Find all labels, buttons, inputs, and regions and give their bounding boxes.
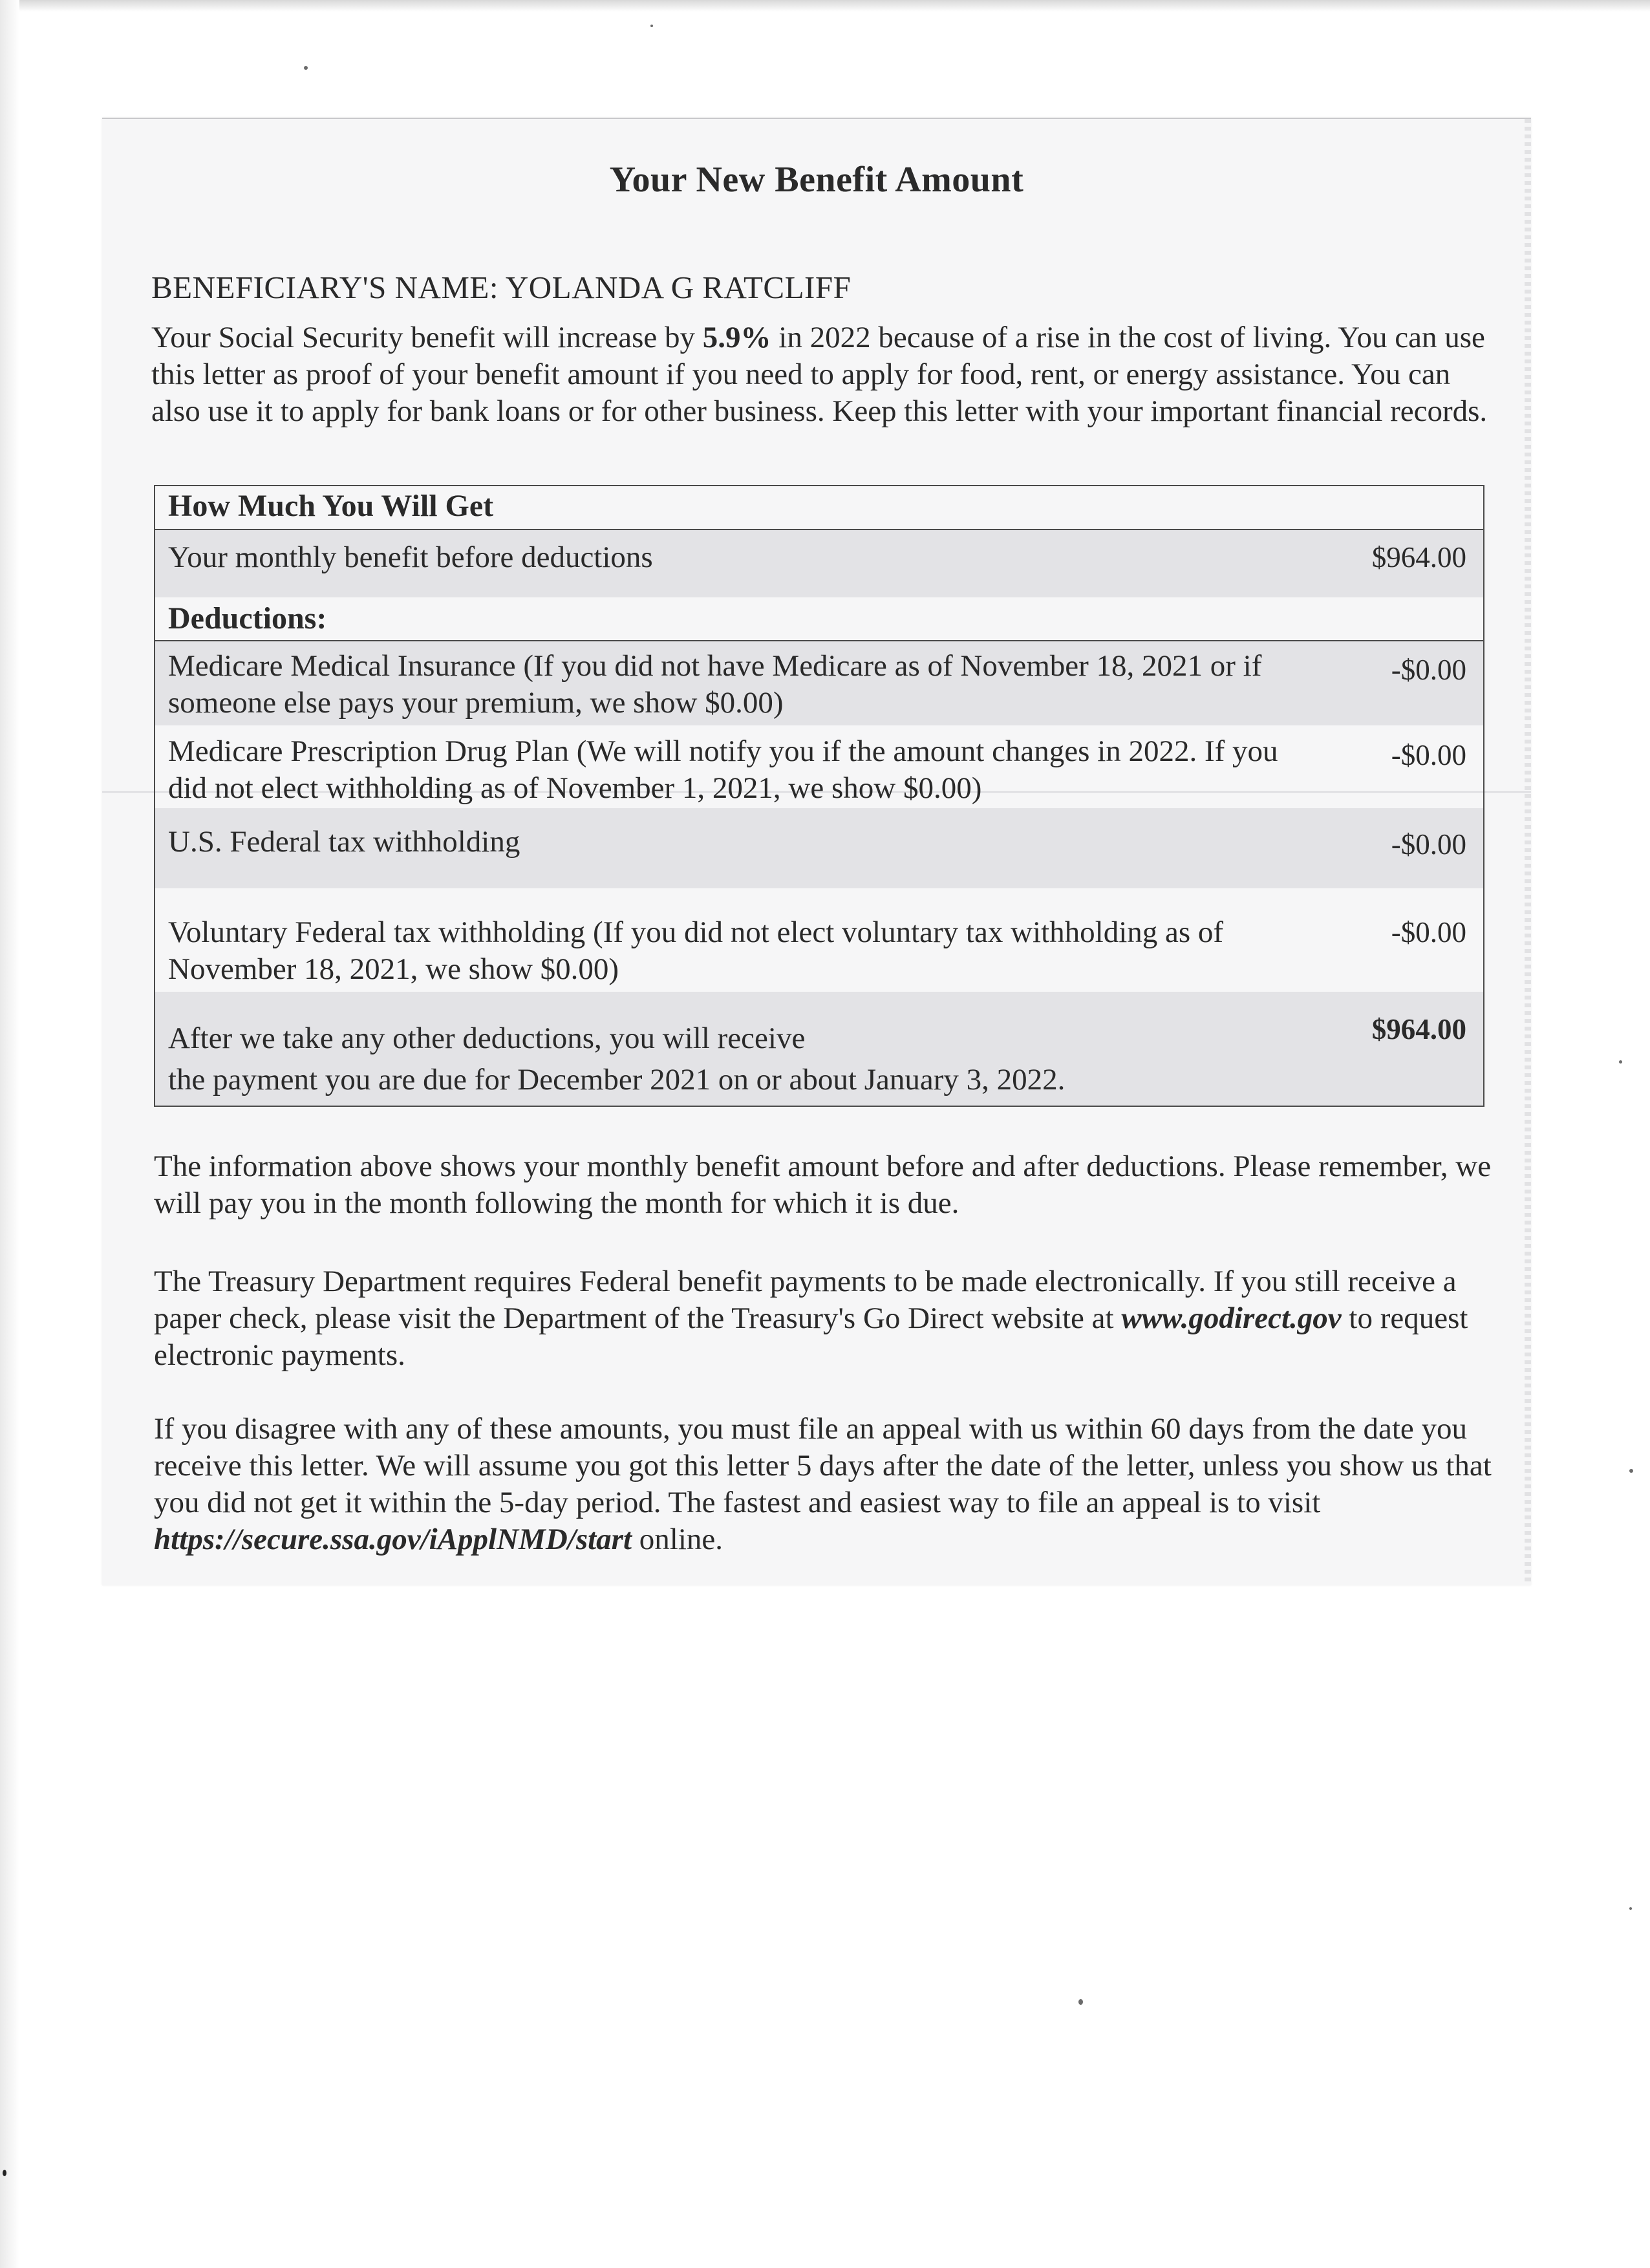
monthly-benefit-row [155,529,1483,597]
appeal-text: If you disagree with any of these amounts, you must file an appeal with us within 60 days from the date you receive this letter. We will assume you got this letter 5 days after the date of the letter, unless you show us that you did not get it within the 5-day period. The fastest and easiest way to file an appeal is to visit [154,1412,1492,1519]
letter-page [102,118,1531,1585]
table-header: How Much You Will Get [168,489,494,523]
table-row [155,725,1483,808]
total-label-line2: the payment you are due for December 2021 on or about January 3, 2022. [168,1063,1066,1097]
intro-text: Your Social Security benefit will increase by [151,321,703,354]
table-row [155,808,1483,888]
treasury-paragraph [154,1263,1505,1374]
info-paragraph: The information above shows your monthly benefit amount before and after deductions. Please remember, we will pay you in the month following the month for which it is due. [154,1150,1492,1220]
deduction-amount-federal-tax: -$0.00 [1391,828,1466,861]
deductions-header: Deductions: [168,601,327,636]
deduction-amount-prescription-drug: -$0.00 [1391,739,1466,771]
deduction-amount-voluntary-tax: -$0.00 [1391,916,1466,948]
monthly-benefit-amount: $964.00 [1371,541,1466,573]
treasury-text-end: to request electronic payments. [154,1301,1468,1372]
deduction-amount-medicare-medical: -$0.00 [1391,654,1466,686]
appeal-link[interactable]: https://secure.ssa.gov/iApplNMD/start [154,1523,632,1556]
scan-speck [1629,1469,1633,1473]
scan-speck [3,2170,6,2176]
table-row [155,888,1483,992]
deduction-label-medicare-medical: Medicare Medical Insurance (If you did not have Medicare as of November 18, 2021 or if someone else pays your premium, we show $0.00) [168,649,1262,720]
scan-left-edge [0,0,19,2268]
scan-speck [1078,1999,1083,2005]
deductions-header-row [155,597,1483,640]
deduction-label-prescription-drug: Medicare Prescription Drug Plan (We will notify you if the amount changes in 2022. If you did not elect withholding as of November 1, 2021, we show $0.00) [168,734,1278,805]
scan-speck [304,66,308,70]
monthly-benefit-label: Your monthly benefit before deductions [168,540,653,574]
scan-top-edge [0,0,1650,12]
deduction-label-federal-tax: U.S. Federal tax withholding [168,825,520,859]
benefit-table [154,485,1484,1107]
total-amount: $964.00 [1371,1013,1466,1045]
total-row [155,992,1483,1106]
total-label-line1: After we take any other deductions, you will receive [168,1022,806,1055]
appeal-paragraph [154,1411,1505,1558]
treasury-text: The Treasury Department requires Federal benefit payments to be made electronically. If you still receive a paper check, please visit the Department of the Treasury's Go Direct website at [154,1265,1457,1335]
increase-rate: 5.9% [702,321,771,354]
scan-speck [650,25,653,27]
godirect-link[interactable]: www.godirect.gov [1121,1301,1342,1335]
intro-paragraph [151,319,1496,430]
table-row [155,640,1483,725]
perforated-edge [1525,119,1531,1585]
intro-text-rest: in 2022 because of a rise in the cost of living. You can use this letter as proof of your benefit amount if you need to apply for food, rent, or energy assistance. You can also use it to apply for bank loans or for other business. Keep this letter with your important financial records. [151,321,1488,428]
scan-speck [1619,1060,1622,1064]
beneficiary-name: BENEFICIARY'S NAME: YOLANDA G RATCLIFF [151,270,852,305]
letter-title: Your New Benefit Amount [609,160,1024,200]
table-header-row [155,486,1483,529]
deduction-label-voluntary-tax: Voluntary Federal tax withholding (If you did not elect voluntary tax withholding as of November 18, 2021, we show $0.00) [168,915,1224,986]
appeal-text-end: online. [632,1523,723,1556]
scan-speck [1629,1907,1632,1910]
